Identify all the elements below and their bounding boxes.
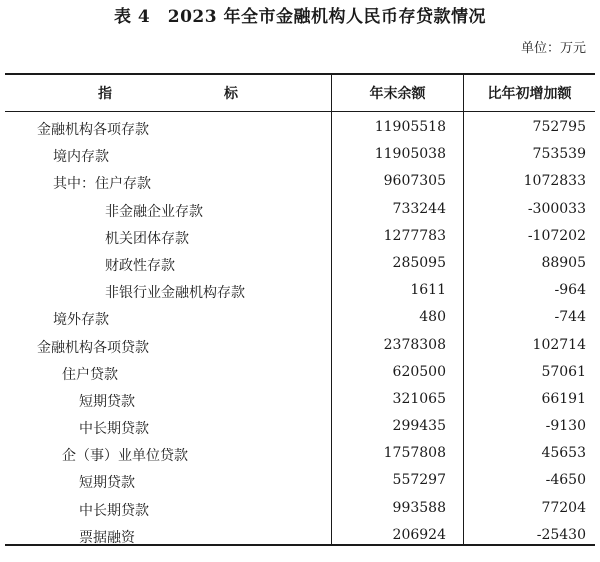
table-row [0, 415, 600, 442]
cell-increase: 102714 [532, 336, 586, 353]
header-indicator: 指 标 [98, 86, 266, 102]
row-label: 其中：住户存款 [53, 176, 151, 193]
table-row [0, 469, 600, 496]
cell-year-end-balance: 1277783 [383, 227, 446, 244]
table-row [0, 143, 600, 170]
table-title: 表 4 2023 年全市金融机构人民币存贷款情况 [114, 7, 486, 27]
cell-increase: 88905 [541, 254, 586, 271]
cell-increase: 1072833 [523, 173, 586, 190]
header-increase: 比年初增加额 [487, 86, 572, 102]
cell-increase: 57061 [541, 363, 586, 380]
table-row [0, 306, 600, 333]
cell-year-end-balance: 480 [419, 309, 446, 326]
cell-year-end-balance: 11905038 [374, 146, 446, 163]
cell-increase: 45653 [541, 445, 586, 462]
cell-year-end-balance: 11905518 [374, 119, 446, 135]
row-label: 金融机构各项贷款 [37, 339, 149, 356]
cell-year-end-balance: 2378308 [383, 336, 446, 353]
cell-year-end-balance: 557297 [392, 472, 446, 489]
row-label: 住户贷款 [62, 366, 118, 383]
row-label: 企（事）业单位贷款 [62, 448, 188, 465]
table-row [0, 170, 600, 197]
row-label: 短期贷款 [79, 393, 135, 410]
table-row [0, 334, 600, 361]
header-year-end-balance: 年末余额 [369, 86, 426, 102]
table-row [0, 225, 600, 252]
cell-increase: -964 [554, 282, 586, 299]
row-label: 非金融企业存款 [105, 203, 203, 220]
cell-increase: -9130 [545, 418, 586, 435]
row-label: 中长期贷款 [79, 421, 149, 438]
cell-year-end-balance: 206924 [392, 526, 446, 543]
table-row [0, 279, 600, 306]
cell-year-end-balance: 285095 [392, 254, 446, 271]
row-label: 短期贷款 [79, 475, 135, 492]
header-rule [5, 111, 595, 112]
cell-year-end-balance: 299435 [392, 418, 446, 435]
cell-year-end-balance: 1611 [410, 282, 446, 299]
table-row [0, 198, 600, 225]
cell-increase: -4650 [545, 472, 586, 489]
row-label: 境外存款 [53, 312, 109, 329]
cell-year-end-balance: 733244 [392, 200, 446, 217]
table-row [0, 497, 600, 524]
cell-year-end-balance: 993588 [392, 499, 446, 516]
cell-increase: 753539 [532, 146, 586, 163]
cell-increase: -744 [554, 309, 586, 326]
row-label: 金融机构各项存款 [37, 122, 149, 138]
table-row [0, 524, 600, 551]
cell-year-end-balance: 620500 [392, 363, 446, 380]
cell-increase: 77204 [541, 499, 586, 516]
cell-increase: 752795 [532, 119, 586, 135]
row-label: 机关团体存款 [105, 230, 189, 247]
row-label: 财政性存款 [105, 257, 175, 274]
top-rule [5, 73, 595, 75]
row-label: 中长期贷款 [79, 502, 149, 519]
table-row [0, 252, 600, 279]
row-label: 境内存款 [53, 149, 109, 166]
table-row [0, 442, 600, 469]
cell-year-end-balance: 9607305 [383, 173, 446, 190]
cell-increase: -25430 [536, 526, 586, 543]
unit-label: 单位：万元 [520, 41, 586, 56]
table-row [0, 388, 600, 415]
cell-year-end-balance: 1757808 [383, 445, 446, 462]
cell-year-end-balance: 321065 [392, 390, 446, 407]
table-row [0, 116, 600, 143]
table-body [0, 116, 600, 551]
row-label: 票据融资 [79, 529, 135, 546]
cell-increase: -107202 [527, 227, 586, 244]
cell-increase: 66191 [541, 390, 586, 407]
row-label: 非银行业金融机构存款 [105, 285, 245, 302]
table-row [0, 361, 600, 388]
cell-increase: -300033 [527, 200, 586, 217]
